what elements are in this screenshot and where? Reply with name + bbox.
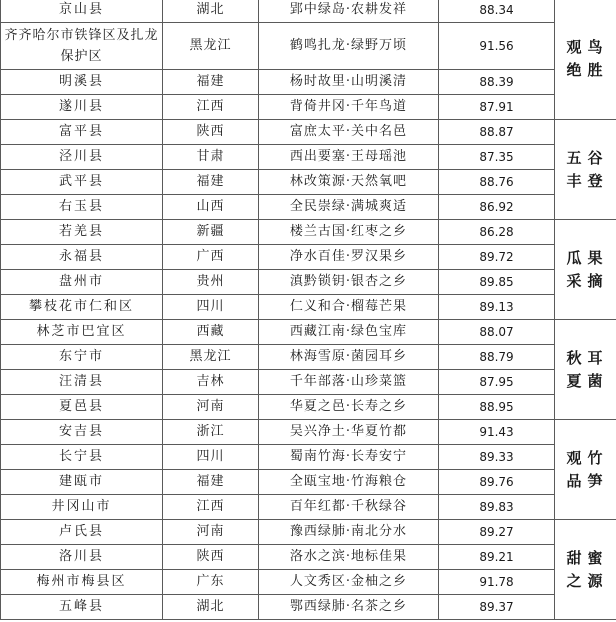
table-row: [1, 345, 616, 370]
score: 88.76: [439, 170, 555, 195]
score: 88.34: [439, 0, 555, 23]
score: 89.33: [439, 445, 555, 470]
table-row: [1, 370, 616, 395]
county-name: 汪清县: [1, 370, 163, 395]
category-line: 观竹: [566, 448, 609, 467]
province: 湖北: [163, 0, 259, 23]
table-row: [1, 470, 616, 495]
table-row: [1, 320, 616, 345]
county-name: 明溪县: [1, 70, 163, 95]
province: 福建: [163, 170, 259, 195]
county-name: 安吉县: [1, 420, 163, 445]
province: 江西: [163, 495, 259, 520]
county-name: 林芝市巴宜区: [1, 320, 163, 345]
table-row: [1, 295, 616, 320]
slogan: 净水百佳·罗汉果乡: [259, 245, 439, 270]
county-name: 梅州市梅县区: [1, 570, 163, 595]
score: 89.37: [439, 595, 555, 620]
slogan: 鹤鸣扎龙·绿野万顷: [259, 23, 439, 70]
score: 88.79: [439, 345, 555, 370]
county-name: 遂川县: [1, 95, 163, 120]
category-line: 瓜果: [566, 248, 609, 267]
score: 89.76: [439, 470, 555, 495]
score: 87.95: [439, 370, 555, 395]
province: 吉林: [163, 370, 259, 395]
score: 87.35: [439, 145, 555, 170]
table-row: [1, 270, 616, 295]
score: 89.27: [439, 520, 555, 545]
slogan: 林海雪原·菌园耳乡: [259, 345, 439, 370]
county-name: 若羌县: [1, 220, 163, 245]
slogan: 林改策源·天然氧吧: [259, 170, 439, 195]
province: 甘肃: [163, 145, 259, 170]
province: 湖北: [163, 595, 259, 620]
score: 86.28: [439, 220, 555, 245]
province: 四川: [163, 445, 259, 470]
slogan: 华夏之邑·长寿之乡: [259, 395, 439, 420]
province: 西藏: [163, 320, 259, 345]
slogan: 富庶太平·关中名邑: [259, 120, 439, 145]
category-cell: [555, 320, 616, 420]
category-line: 夏菌: [566, 371, 609, 390]
table-row: [1, 570, 616, 595]
score: 88.39: [439, 70, 555, 95]
province: 河南: [163, 395, 259, 420]
slogan: 鄂西绿肺·名茶之乡: [259, 595, 439, 620]
category-cell: [555, 220, 616, 320]
province: 浙江: [163, 420, 259, 445]
score: 89.83: [439, 495, 555, 520]
score: 91.78: [439, 570, 555, 595]
slogan: 吴兴净土·华夏竹都: [259, 420, 439, 445]
table-row: [1, 420, 616, 445]
county-name: 齐齐哈尔市铁锋区及扎龙保护区: [1, 23, 163, 70]
slogan: 滇黔锁钥·银杏之乡: [259, 270, 439, 295]
province: 广东: [163, 570, 259, 595]
table-row: [1, 495, 616, 520]
slogan: 蜀南竹海·长寿安宁: [259, 445, 439, 470]
county-name: 武平县: [1, 170, 163, 195]
county-name: 长宁县: [1, 445, 163, 470]
table-row: [1, 0, 616, 23]
score: 89.72: [439, 245, 555, 270]
slogan: 杨时故里·山明溪清: [259, 70, 439, 95]
slogan: 西出要塞·王母瑶池: [259, 145, 439, 170]
slogan: 楼兰古国·红枣之乡: [259, 220, 439, 245]
slogan: 仁义和合·榴莓芒果: [259, 295, 439, 320]
score: 87.91: [439, 95, 555, 120]
score: 89.13: [439, 295, 555, 320]
county-name: 泾川县: [1, 145, 163, 170]
category-line: 之源: [566, 571, 609, 590]
province: 黑龙江: [163, 23, 259, 70]
county-name: 井冈山市: [1, 495, 163, 520]
category-cell: [555, 420, 616, 520]
slogan: 郢中绿岛·农耕发祥: [259, 0, 439, 23]
score: 91.43: [439, 420, 555, 445]
county-name: 卢氏县: [1, 520, 163, 545]
category-line: 甜蜜: [566, 548, 609, 567]
county-name: 富平县: [1, 120, 163, 145]
table-row: [1, 170, 616, 195]
slogan: 西藏江南·绿色宝库: [259, 320, 439, 345]
category-line: 五谷: [566, 148, 609, 167]
table-row: [1, 595, 616, 620]
score: 89.21: [439, 545, 555, 570]
category-cell: [555, 120, 616, 220]
score: 91.56: [439, 23, 555, 70]
category-line: 采摘: [566, 271, 609, 290]
table-row: [1, 195, 616, 220]
slogan: 洛水之滨·地标佳果: [259, 545, 439, 570]
table-row: [1, 23, 616, 70]
table-row: [1, 145, 616, 170]
table-row: [1, 245, 616, 270]
county-name: 五峰县: [1, 595, 163, 620]
province: 福建: [163, 70, 259, 95]
table-row: [1, 520, 616, 545]
province: 新疆: [163, 220, 259, 245]
slogan: 全瓯宝地·竹海粮仓: [259, 470, 439, 495]
slogan: 背倚井冈·千年鸟道: [259, 95, 439, 120]
county-name: 右玉县: [1, 195, 163, 220]
slogan: 全民崇绿·满城爽适: [259, 195, 439, 220]
province: 贵州: [163, 270, 259, 295]
score: 88.95: [439, 395, 555, 420]
category-line: 秋耳: [566, 348, 609, 367]
slogan: 百年红都·千秋绿谷: [259, 495, 439, 520]
table-row: [1, 545, 616, 570]
table-row: [1, 220, 616, 245]
score: 88.07: [439, 320, 555, 345]
county-name: 攀枝花市仁和区: [1, 295, 163, 320]
county-name: 建瓯市: [1, 470, 163, 495]
table-row: [1, 395, 616, 420]
table-row: [1, 445, 616, 470]
province: 四川: [163, 295, 259, 320]
category-line: 丰登: [566, 171, 609, 190]
score: 89.85: [439, 270, 555, 295]
county-name: 京山县: [1, 0, 163, 23]
province: 广西: [163, 245, 259, 270]
category-line: 品笋: [566, 471, 609, 490]
county-name: 永福县: [1, 245, 163, 270]
province: 陕西: [163, 545, 259, 570]
province: 黑龙江: [163, 345, 259, 370]
county-name: 东宁市: [1, 345, 163, 370]
category-line: 观鸟: [566, 37, 609, 56]
province: 陕西: [163, 120, 259, 145]
province: 福建: [163, 470, 259, 495]
category-cell: [555, 0, 616, 120]
county-name: 盘州市: [1, 270, 163, 295]
table-row: [1, 70, 616, 95]
category-cell: [555, 520, 616, 620]
slogan: 千年部落·山珍菜篮: [259, 370, 439, 395]
slogan: 豫西绿肺·南北分水: [259, 520, 439, 545]
table-row: [1, 120, 616, 145]
category-line: 绝胜: [566, 60, 609, 79]
score: 86.92: [439, 195, 555, 220]
province: 山西: [163, 195, 259, 220]
county-name: 夏邑县: [1, 395, 163, 420]
score: 88.87: [439, 120, 555, 145]
table-row: [1, 95, 616, 120]
slogan: 人文秀区·金柚之乡: [259, 570, 439, 595]
county-name: 洛川县: [1, 545, 163, 570]
province: 河南: [163, 520, 259, 545]
province: 江西: [163, 95, 259, 120]
